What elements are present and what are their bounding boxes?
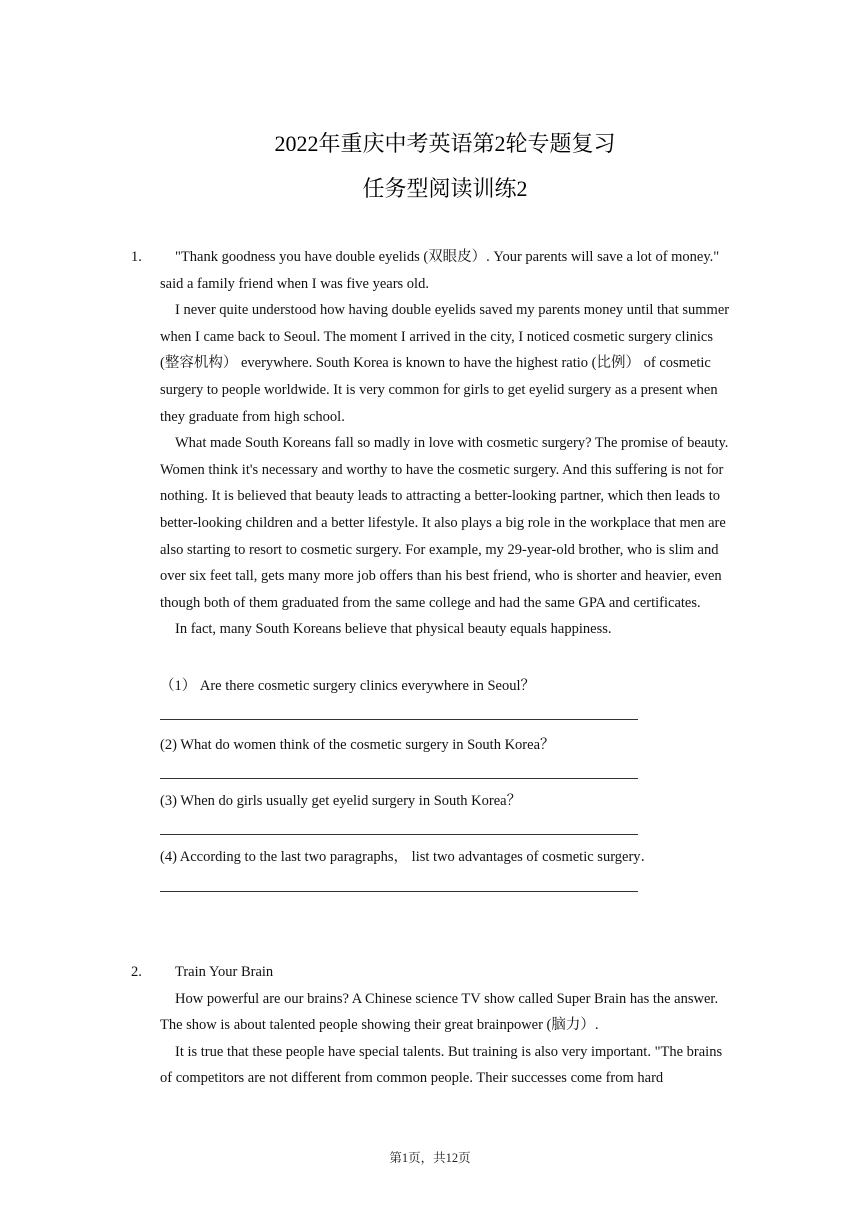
passage-paragraph: It is true that these people have special talents. But training is also very important. "The brains of competitors are not different from common people. Their successes come from hard: [160, 1043, 723, 1087]
answer-line[interactable]: [160, 834, 638, 835]
question-2-passage: [160, 959, 735, 1092]
question-2-number: 2.: [131, 964, 142, 980]
passage-paragraph: In fact, many South Koreans believe that physical beauty equals happiness.: [175, 621, 612, 638]
page-footer: 第1页，共12页: [389, 1151, 471, 1165]
question-1-sub-3: (3) When do girls usually get eyelid surgery in South Korea？: [160, 793, 522, 809]
answer-line[interactable]: [160, 891, 638, 892]
question-1-number: 1.: [131, 249, 142, 265]
question-1-sub-2: (2) What do women think of the cosmetic surgery in South Korea？: [160, 737, 555, 753]
passage-heading: Train Your Brain: [175, 964, 274, 980]
question-1-passage: [160, 244, 735, 643]
passage-paragraph: I never quite understood how having double eyelids saved my parents money until that summer when I came back to Seoul. The moment I arrived in the city, I noticed cosmetic surgery clinics (整容机构） everywhere. South Korea is known to have the highest ratio (比例） of cosmetic surgery to people worldwide. It is very common for girls to get eyelid surgery as a present when they graduate from high school.: [160, 302, 730, 425]
page-subtitle: 任务型阅读训练2: [362, 176, 528, 201]
answer-line[interactable]: [160, 778, 638, 779]
passage-paragraph: What made South Koreans fall so madly in love with cosmetic surgery? The promise of beauty. Women think it's necessary and worthy to have the cosmetic surgery. And this suffering is not for nothing. It is believed that beauty leads to attracting a better-looking partner, which then leads to better-looking children and a better lifestyle. It also plays a big role in the workplace that men are also starting to resort to cosmetic surgery. For example, my 29-year-old brother, who is slim and over six feet tall, gets many more job offers than his best friend, who is shorter and heavier, even though both of them graduated from the same college and had the same GPA and certificates.: [160, 435, 729, 611]
passage-paragraph: "Thank goodness you have double eyelids (双眼皮）. Your parents will save a lot of money." said a family friend when I was five years old.: [160, 249, 720, 292]
page-title: 2022年重庆中考英语第2轮专题复习: [274, 131, 616, 156]
question-1-sub-4: (4) According to the last two paragraphs， list two advantages of cosmetic surgery．: [160, 849, 656, 865]
answer-line[interactable]: [160, 719, 638, 720]
passage-paragraph: How powerful are our brains? A Chinese science TV show called Super Brain has the answer. The show is about talented people showing their great brainpower (脑力）.: [160, 990, 719, 1034]
question-1-sub-1: （1） Are there cosmetic surgery clinics everywhere in Seoul？: [160, 678, 536, 694]
